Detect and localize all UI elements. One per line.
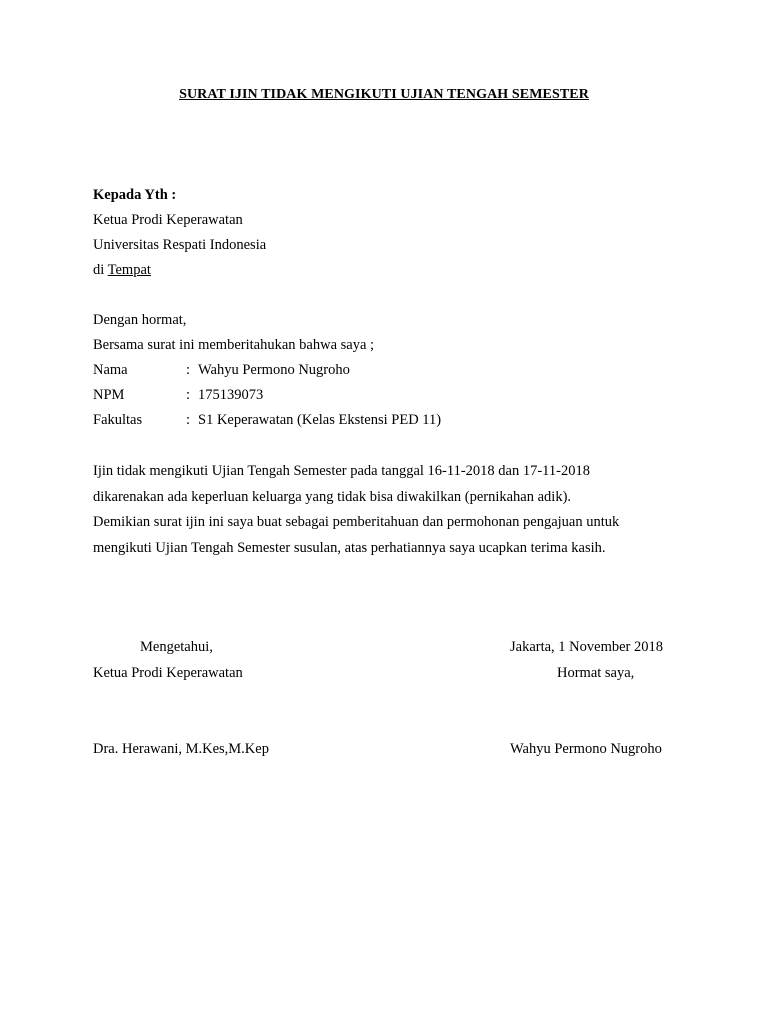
intro-line: Bersama surat ini memberitahukan bahwa saya ; bbox=[93, 337, 375, 353]
recipient-line-2: Universitas Respati Indonesia bbox=[93, 237, 267, 253]
field-label-fakultas: Fakultas bbox=[93, 412, 143, 428]
signature-left-name: Dra. Herawani, M.Kes,M.Kep bbox=[93, 741, 269, 757]
greeting: Dengan hormat, bbox=[93, 312, 187, 328]
field-label-nama: Nama bbox=[93, 362, 128, 378]
recipient-line-1: Ketua Prodi Keperawatan bbox=[93, 212, 243, 228]
signature-left-role: Ketua Prodi Keperawatan bbox=[93, 665, 243, 681]
body-line-1: Ijin tidak mengikuti Ujian Tengah Semester pada tanggal 16-11-2018 dan 17-11-2018 bbox=[93, 463, 590, 479]
field-colon-fakultas: : bbox=[186, 412, 191, 428]
field-colon-npm: : bbox=[186, 387, 191, 403]
signature-right-name: Wahyu Permono Nugroho bbox=[510, 741, 662, 757]
recipient-salutation: Kepada Yth : bbox=[93, 187, 177, 203]
body-line-4: mengikuti Ujian Tengah Semester susulan, atas perhatiannya saya ucapkan terima kasih. bbox=[93, 540, 606, 556]
field-value-fakultas: S1 Keperawatan (Kelas Ekstensi PED 11) bbox=[198, 412, 442, 428]
field-value-nama: Wahyu Permono Nugroho bbox=[198, 362, 350, 378]
signature-right-closing: Hormat saya, bbox=[557, 665, 635, 681]
recipient-place: Tempat bbox=[107, 262, 151, 278]
body-line-2: dikarenakan ada keperluan keluarga yang tidak bisa diwakilkan (pernikahan adik). bbox=[93, 489, 572, 505]
body-line-3: Demikian surat ijin ini saya buat sebagai pemberitahuan dan permohonan pengajuan untuk bbox=[93, 514, 620, 530]
letter-title: SURAT IJIN TIDAK MENGIKUTI UJIAN TENGAH SEMESTER bbox=[179, 87, 589, 102]
signature-left-heading: Mengetahui, bbox=[140, 639, 213, 655]
recipient-line-3 bbox=[93, 262, 151, 279]
recipient-place-prefix: di bbox=[93, 262, 105, 278]
field-value-npm: 175139073 bbox=[198, 387, 264, 403]
field-colon-nama: : bbox=[186, 362, 191, 378]
signature-right-place-date: Jakarta, 1 November 2018 bbox=[510, 639, 664, 655]
field-label-npm: NPM bbox=[93, 387, 125, 403]
